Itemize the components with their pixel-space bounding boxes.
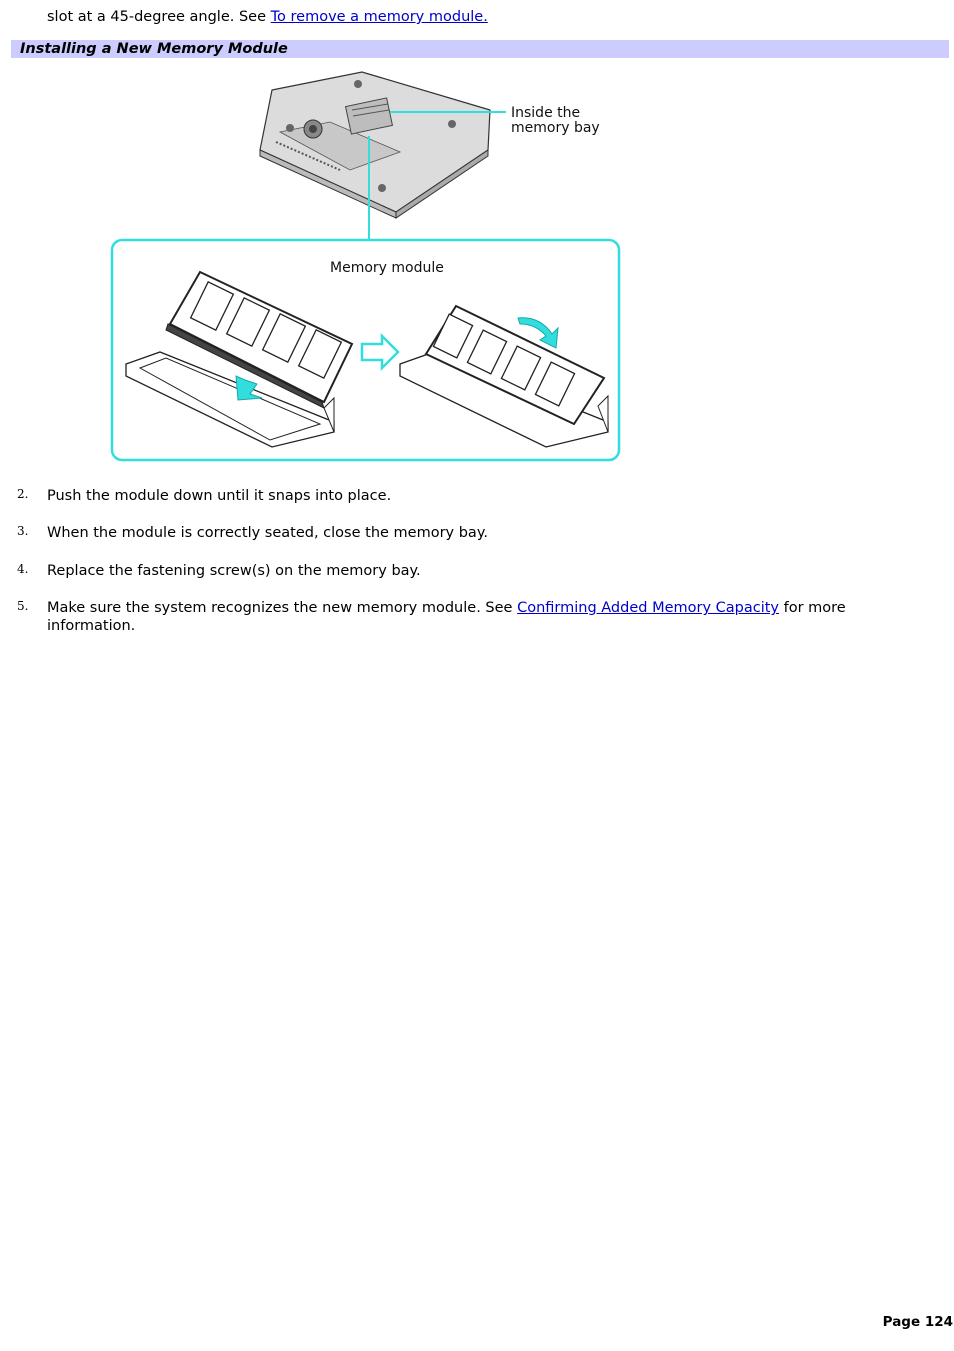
step-text: When the module is correctly seated, close the memory bay.: [47, 525, 488, 541]
memory-module-label: Memory module: [330, 260, 444, 276]
confirm-memory-link[interactable]: Confirming Added Memory Capacity: [517, 600, 780, 616]
step-text: [47, 599, 907, 635]
step-number: 4.: [17, 562, 29, 576]
section-title: Installing a New Memory Module: [20, 41, 288, 57]
step-number: 5.: [17, 599, 29, 613]
page-number: Page 124: [882, 1314, 953, 1330]
step-number: 2.: [17, 487, 29, 501]
step-number: 3.: [17, 524, 29, 538]
section-header: [11, 40, 949, 58]
step-text: Replace the fastening screw(s) on the memory bay.: [47, 563, 421, 579]
step-text: Push the module down until it snaps into place.: [47, 488, 392, 504]
memory-install-illustration: [100, 62, 640, 466]
intro-paragraph: [47, 9, 488, 25]
module-seated-icon: [400, 306, 608, 447]
module-angled-icon: [126, 272, 352, 447]
step-text-after: for more information.: [47, 600, 846, 634]
step-text-before: Make sure the system recognizes the new memory module. See: [47, 600, 518, 616]
callout-line-1: Inside the: [511, 105, 581, 121]
callout-line-2: memory bay: [511, 120, 600, 136]
intro-text: slot at a 45-degree angle. See: [47, 9, 271, 25]
remove-memory-link[interactable]: To remove a memory module.: [270, 9, 488, 25]
memory-install-figure: [100, 62, 640, 466]
laptop-underside-icon: [260, 72, 490, 218]
next-arrow-icon: [362, 336, 398, 368]
